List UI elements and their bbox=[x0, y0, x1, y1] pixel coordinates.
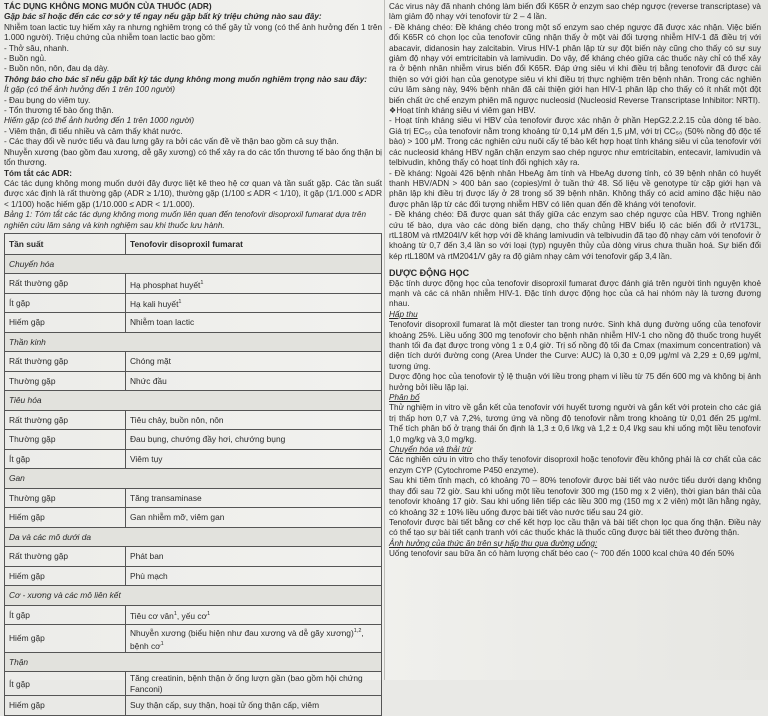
frequency-cell: Rất thường gặp bbox=[5, 352, 126, 372]
table-group-row bbox=[5, 652, 382, 672]
rare-item: - Đau bụng do viêm tụy. bbox=[4, 95, 91, 105]
footnote-mark: 1 bbox=[173, 611, 177, 618]
metabolism-text-3: Tenofovir được bài tiết bằng cơ chế kết hợp lọc cầu thận và bài tiết chọn lọc qua ống thận. Điều này có thể tạo sự bài tiết cạnh tranh với các thuốc khác là thuốc cũng được bài tiết theo đường thận. bbox=[389, 517, 761, 538]
lactic-item: - Buồn nôn, nôn, đau dạ dày. bbox=[4, 64, 110, 74]
header-drug: Tenofovir disoproxil fumarat bbox=[126, 233, 382, 254]
footnote-mark: 1 bbox=[178, 299, 182, 306]
distribution-text: Thử nghiệm in vitro về gắn kết của tenofovir với huyết tương người và gắn kết với protein cho các giá trị thấp hơn 0,7 và 7,2%, tương ứng và nồng độ tenofovir nằm trong khoảng từ 0,01 đến 25 μg/ml. Thể tích phân bố ở trạng thái ổn định là 1,3 ± 0,6 l/kg và 1,2 ± 0,4 l/kg sau khi uống một liều tenofovir 1,0 mg/kg và 3,0 mg/kg. bbox=[389, 403, 761, 444]
organ-system-label: Da và các mô dưới da bbox=[5, 527, 382, 547]
frequency-cell: Thường gặp bbox=[5, 371, 126, 391]
absorption-text-2: Dược động học của tenofovir tỷ lệ thuận với liều trong phạm vi liều từ 75 đến 600 mg và không bị ảnh hưởng bởi liều lặp lại. bbox=[389, 372, 761, 392]
effect-text: Phù mạch bbox=[130, 570, 168, 581]
lactic-item: - Thở sâu, nhanh. bbox=[4, 43, 69, 53]
frequency-cell: Ít gặp bbox=[5, 293, 126, 313]
effect-cell bbox=[126, 625, 382, 652]
effect-cell bbox=[126, 508, 382, 528]
resistance-intro: Các virus này đã nhanh chóng làm biến đổi K65R ở enzym sao chép ngược (reverse transcriptase) và làm giảm độ nhạy với tenofovir từ 2 – 4 lần. bbox=[389, 2, 761, 22]
effect-cell bbox=[126, 449, 382, 469]
frequency-cell: Rất thường gặp bbox=[5, 410, 126, 430]
cross-resistance-hiv: - Đề kháng chéo: Đề kháng chéo trong một số enzym sao chép ngược đã được xác nhận. Việc biến đổi K65R có chọn lọc của tenofovir cũng nhận thấy ở một vài đối tượng nhiễm HIV-1 đã điều trị với abacavir, didanosin hay zalcitabin. Virus HIV-1 phân lập từ sự đột biến này cũng cho thấy có sự suy giảm độ nhạy với emtricitabin và lamivudin. Do vậy, để kháng chéo giữa các thuốc này chỉ có thể xảy ra ở bệnh nhân nhiễm virus biến đổi K65R. Đáp ứng siêu vi khi điều trị bằng tenofovir đã được cải thiện so với giới hạn của genotype siêu vi khi điều trị thực nghiệm trên bệnh nhân. Trong các nghiên cứu lâm sàng này, 94% bệnh nhân đã cải thiện giới hạn HIV-1 phân lập cho thấy có ít nhất một đột biến chất ức chế enzym phiên mã ngược nucleosid (Nucleosid Reverse Transcriptase Inhibitor: NRTI). bbox=[389, 22, 761, 105]
food-effect-text: Uống tenofovir sau bữa ăn có hàm lượng chất béo cao (~ 700 đến 1000 kcal chứa 40 đến 50% bbox=[389, 549, 735, 559]
effect-text: Hạ kali huyết bbox=[130, 298, 179, 309]
effect-text: Nhuyễn xương (biểu hiện như đau xương và dễ gãy xương) bbox=[130, 628, 354, 639]
very-rare-label: Hiếm gặp (có thể ảnh hưởng đến 1 trên 1000 người) bbox=[4, 116, 195, 126]
effect-cell bbox=[126, 430, 382, 450]
lactic-item: - Buồn ngủ. bbox=[4, 54, 47, 64]
left-column bbox=[4, 2, 382, 716]
very-rare-item: - Viêm thận, đi tiểu nhiều và cảm thấy khát nước. bbox=[4, 126, 183, 136]
metabolism-text: Các nghiên cứu in vitro cho thấy tenofovir disoproxil hoặc tenofovir đều không phải là cơ chất của các enzym CYP (Cytochrome P450 enzyme). bbox=[389, 455, 761, 475]
absorption-text: Tenofovir disoproxil fumarat là một diester tan trong nước. Sinh khả dụng đường uống của tenofovir khoảng 25%. Liều uống 300 mg tenofovir cho bệnh nhân nhiễm HIV-1 cho nồng độ thuốc trong huyết thanh tối đa đạt được trong vòng 1 ± 0,4 giờ. Trị số nồng độ tối đa Cmax (maximum concentration) và diện tích dưới đường cong (Area Under the Curve: AUC) là 0,30 ± 0,09 μg/ml và 2,29 ± 0,69 μg/ml, tương ứng. bbox=[389, 320, 761, 371]
table-header-row bbox=[5, 233, 382, 254]
frequency-cell: Thường gặp bbox=[5, 488, 126, 508]
effect-cell bbox=[126, 696, 382, 716]
effect-text: Nhiễm toan lactic bbox=[130, 317, 195, 328]
right-column bbox=[389, 2, 761, 560]
table-row bbox=[5, 449, 382, 469]
frequency-cell: Hiếm gặp bbox=[5, 508, 126, 528]
frequency-cell: Ít gặp bbox=[5, 449, 126, 469]
pk-intro: Đặc tính dược động học của tenofovir disoproxil fumarat được đánh giá trên người tình nguyện khoẻ mạnh và các cá nhân nhiễm HIV-1. Đặc tính dược động học của cả hai nhóm này là tương đương nhau. bbox=[389, 278, 761, 309]
effect-text: Đau bụng, chướng đầy hơi, chướng bụng bbox=[130, 434, 286, 445]
table-row bbox=[5, 566, 382, 586]
table-group-row bbox=[5, 469, 382, 489]
organ-system-label: Gan bbox=[5, 469, 382, 489]
frequency-cell: Hiếm gặp bbox=[5, 625, 126, 652]
summary-heading: Tóm tắt các ADR: bbox=[4, 168, 72, 178]
table-row bbox=[5, 313, 382, 333]
effect-cell bbox=[126, 410, 382, 430]
footnote-mark: 1,2 bbox=[353, 628, 362, 635]
table-row bbox=[5, 696, 382, 716]
organ-system-label: Chuyển hóa bbox=[5, 254, 382, 274]
frequency-cell: Hiếm gặp bbox=[5, 566, 126, 586]
hbv-activity: - Hoạt tính kháng siêu vi HBV của tenofovir được xác nhận ở phần HepG2.2.2.15 của dòng tế bào. Giá trị EC₅₀ của tenofovir nằm trong khoảng từ 0,14 μM đến 1,5 μM, với trị CC₅₀ (50% nồng độ độc tế bào) > 100 μM. Trong các nghiên cứu nuôi cấy tế bào kết hợp hoạt tính kháng siêu vi của tenofovir với các nucleosid kháng HBV ngăn chặn enzym sao chép ngược như emtricitabin, entecavir, lamivudin và telbivudin, không thấy có hoạt tính đối nghịch xảy ra. bbox=[389, 116, 761, 168]
table-group-row bbox=[5, 332, 382, 352]
footnote-mark: 1 bbox=[207, 611, 211, 618]
bone-note: Nhuyễn xương (bao gồm đau xương, dễ gãy xương) có thể xảy ra do các tổn thương tế bào ống thận bị tổn thương. bbox=[4, 147, 382, 168]
effect-text: Tiêu cơ vân bbox=[130, 610, 174, 621]
frequency-cell: Hiếm gặp bbox=[5, 696, 126, 716]
effect-text: Viêm tụy bbox=[130, 453, 163, 464]
distribution-label: Phân bố bbox=[389, 393, 420, 403]
table-row bbox=[5, 293, 382, 313]
organ-system-label: Thần kinh bbox=[5, 332, 382, 352]
table-caption: Bảng 1: Tóm tắt các tác dụng không mong muốn liên quan đến tenofovir disoproxil fumarat dựa trên nghiên cứu lâm sàng và kinh nghiệm sau khi thuốc lưu hành. bbox=[4, 210, 367, 230]
table-group-row bbox=[5, 527, 382, 547]
pharmacokinetics-heading: DƯỢC ĐỘNG HỌC bbox=[389, 268, 470, 279]
effect-text-tail: , yếu cơ bbox=[176, 610, 208, 621]
organ-system-label: Cơ - xương và các mô liên kết bbox=[5, 586, 382, 606]
hbv-heading: ❖Hoạt tính kháng siêu vi viêm gan HBV. bbox=[389, 106, 536, 116]
organ-system-label: Tiêu hóa bbox=[5, 391, 382, 411]
footnote-mark: 1 bbox=[200, 279, 204, 286]
column-divider bbox=[384, 0, 385, 680]
absorption-label: Hấp thu bbox=[389, 309, 418, 319]
adr-title: TÁC DỤNG KHÔNG MONG MUỐN CỦA THUỐC (ADR) bbox=[4, 2, 212, 11]
consult-heading: Gặp bác sĩ hoặc đến các cơ sở y tế ngay nếu gặp bất kỳ triệu chứng nào sau đây: bbox=[4, 12, 322, 22]
effect-text-tail: , bệnh cơ bbox=[130, 628, 364, 651]
rare-item: - Tổn thương tế bào ống thận. bbox=[4, 106, 114, 116]
effect-text: Suy thận cấp, suy thận, hoại tử ống thận cấp, viêm bbox=[130, 700, 320, 711]
adr-table bbox=[4, 233, 382, 716]
table-row bbox=[5, 352, 382, 372]
effect-cell bbox=[126, 371, 382, 391]
effect-cell bbox=[126, 566, 382, 586]
lactic-intro: Nhiễm toan lactic tuy hiếm xảy ra nhưng nghiêm trọng có thể gây tử vong (có thể ảnh hưởng đến 1 trên 1.000 người). Triệu chứng của nhiễm toan lactic bao gồm: bbox=[4, 22, 382, 43]
organ-system-label: Thận bbox=[5, 652, 382, 672]
effect-text: Tiêu chảy, buồn nôn, nôn bbox=[130, 414, 224, 425]
very-rare-item: - Các thay đổi về nước tiểu và đau lưng gây ra bởi các vấn đề về thận bao gồm cả suy thận. bbox=[4, 137, 339, 147]
frequency-cell: Hiếm gặp bbox=[5, 313, 126, 333]
metabolism-text-2: Sau khi tiêm tĩnh mạch, có khoảng 70 – 80% tenofovir được bài tiết vào nước tiểu dưới dạng không thay đổi sau 72 giờ. Sau khi uống một liều tenofovir 300 mg (150 mg x 2 viên), thời gian bán thải của tenofovir khoảng 17 giờ. Sau khi uống liên tiếp các liều 300 mg (150 mg x 2 viên) một lần hằng ngày, có khoảng 32 ± 10% liều uống được bài tiết vào nước tiểu sau 24 giờ. bbox=[389, 476, 761, 517]
table-row bbox=[5, 508, 382, 528]
table-group-row bbox=[5, 391, 382, 411]
effect-cell bbox=[126, 352, 382, 372]
frequency-cell: Ít gặp bbox=[5, 672, 126, 696]
effect-cell bbox=[126, 274, 382, 294]
effect-text: Hạ phosphat huyết bbox=[130, 279, 201, 290]
effect-text: Gan nhiễm mỡ, viêm gan bbox=[130, 512, 225, 523]
effect-text: Nhức đầu bbox=[130, 375, 167, 386]
effect-text: Tăng transaminase bbox=[130, 492, 202, 503]
effect-cell bbox=[126, 313, 382, 333]
frequency-cell: Ít gặp bbox=[5, 605, 126, 625]
footnote-mark: 1 bbox=[160, 640, 164, 647]
effect-text: Tăng creatinin, bệnh thận ở ống lượn gần (bao gồm hội chứng Fanconi) bbox=[130, 673, 363, 694]
hbv-cross-resistance: - Đề kháng chéo: Đã được quan sát thấy giữa các enzym sao chép ngược của HBV. Trong nghiên cứu tế bào, dựa vào các dòng biến dạng, cho thấy chủng HBV biểu lộ các biến đổi ở rtV173L, rtL180M và rtM204I/V kết hợp với đề kháng lamivudin và telbivudin đã tạo độ nhạy cảm với tenofovir ở khoảng từ 0,7 đến 3,4 lần so với loại (typ) nguyên thủy của dòng virus chưa thuần hoá. Sự biến đổi kép rtL180M và rtM2041/V gây ra độ giảm nhạy cảm với tenofovir gấp 3,4 lần. bbox=[389, 210, 761, 261]
table-group-row bbox=[5, 254, 382, 274]
table-row bbox=[5, 371, 382, 391]
header-frequency: Tần suất bbox=[5, 233, 126, 254]
effect-text: Chóng mặt bbox=[130, 356, 171, 367]
effect-text: Phát ban bbox=[130, 551, 164, 562]
table-row bbox=[5, 547, 382, 567]
summary-text: Các tác dụng không mong muốn dưới đây được liệt kê theo hệ cơ quan và tần suất gặp. Các tần suất được xác định là rất thường gặp (ADR ≥ 1/10), thường gặp (1/100 ≤ ADR < 1/10), ít gặp (1/1.000 ≤ ADR < 1/100) hoặc hiếm gặp (1/10.000 ≤ ADR < 1/1.000). bbox=[4, 178, 382, 209]
metabolism-label: Chuyển hóa và thải trừ bbox=[389, 445, 473, 455]
food-effect-label: Ảnh hưởng của thức ăn trên sự hấp thu qua đường uống: bbox=[389, 538, 598, 548]
effect-cell bbox=[126, 488, 382, 508]
effect-cell bbox=[126, 293, 382, 313]
table-row bbox=[5, 274, 382, 294]
notify-heading: Thông báo cho bác sĩ nếu gặp bất kỳ tác dụng không mong muốn nghiêm trọng nào sau đây: bbox=[4, 74, 367, 84]
table-row bbox=[5, 488, 382, 508]
adr-table-body bbox=[5, 254, 382, 715]
effect-cell bbox=[126, 547, 382, 567]
frequency-cell: Rất thường gặp bbox=[5, 547, 126, 567]
effect-cell bbox=[126, 672, 382, 696]
effect-cell bbox=[126, 605, 382, 625]
table-row bbox=[5, 625, 382, 652]
table-row bbox=[5, 672, 382, 696]
hbv-resistance: - Đề kháng: Ngoài 426 bệnh nhân HbeAg âm tính và HbeAg dương tính, có 39 bệnh nhân có huyết thanh HBV/ADN > 400 bản sao (copies)/ml ở tuần thứ 48. Số liệu về genotype từ cặp giới hạn và phân lập khi điều trị được lấy ở 28 trong số 39 bệnh nhân. Không thấy có acid amino đặc hiệu nào được phân lập từ các đối tượng nhiễm HBV có liên quan đến đề kháng với tenofovir. bbox=[389, 168, 761, 209]
rare-label: Ít gặp (có thể ảnh hưởng đến 1 trên 100 người) bbox=[4, 85, 175, 95]
frequency-cell: Rất thường gặp bbox=[5, 274, 126, 294]
frequency-cell: Thường gặp bbox=[5, 430, 126, 450]
table-row bbox=[5, 410, 382, 430]
table-row bbox=[5, 605, 382, 625]
table-group-row bbox=[5, 586, 382, 606]
table-row bbox=[5, 430, 382, 450]
